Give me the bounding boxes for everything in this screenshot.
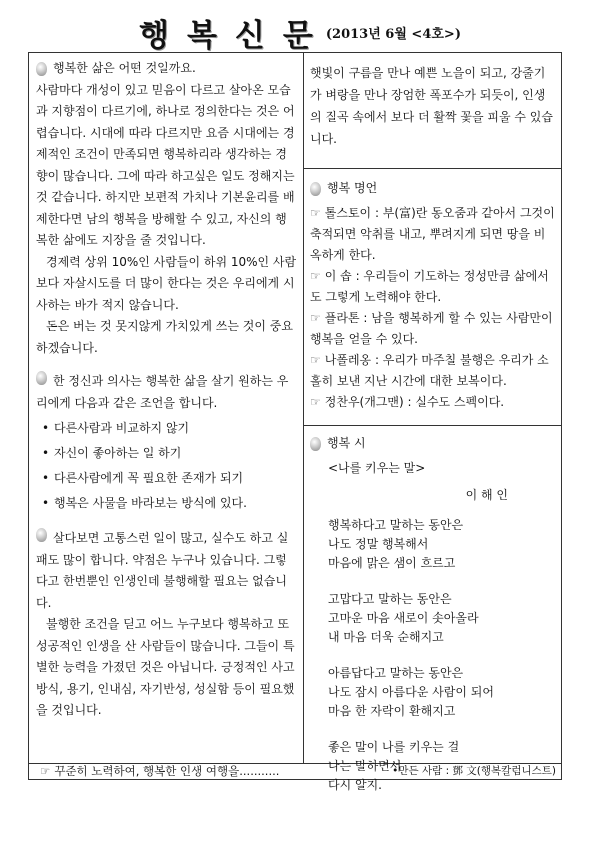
poem-line: 다시 알지. bbox=[328, 778, 382, 792]
section-heading-text: 행복한 삶은 어떤 것일까요. bbox=[53, 61, 196, 75]
paragraph: 돈은 버는 것 못지않게 가치있게 쓰는 것이 중요하겠습니다. bbox=[36, 319, 293, 355]
section-what-is-happiness-heading bbox=[36, 58, 298, 80]
hand-pointer-icon: ☞ bbox=[40, 764, 51, 778]
water-drop-icon bbox=[36, 528, 47, 542]
poem-line: 좋은 말이 나를 키우는 걸 bbox=[328, 740, 460, 754]
poem-stanza bbox=[310, 590, 556, 647]
right-divider-2 bbox=[303, 425, 562, 426]
poem-line: 마음에 맑은 샘이 흐르고 bbox=[328, 556, 456, 570]
poem-line: 행복하다고 말하는 동안은 bbox=[328, 518, 464, 532]
footer-slogan: ☞ 꾸준히 노력하여, 행복한 인생 여행을........... bbox=[40, 764, 280, 778]
poem-line: 마음 한 자락이 환해지고 bbox=[328, 704, 456, 718]
section-heading-text: 한 정신과 의사는 행복한 삶을 살기 원하는 우리에게 다음과 같은 조언을 합니다. bbox=[36, 374, 289, 410]
footer bbox=[28, 763, 562, 780]
paragraph: 불행한 조건을 딛고 어느 누구보다 행복하고 또 성공적인 인생을 산 사람들이 많습니다. 그들이 특별한 능력을 가졌던 것은 아닙니다. 긍정적인 사고방식, 용기, 인내심, 자기반성, 성실함 등이 필요했을 것입니다. bbox=[36, 617, 295, 717]
newsletter-header bbox=[0, 10, 600, 52]
section-heading-text: 행복 시 bbox=[327, 436, 366, 450]
quote-item: ☞ 이 솝 : 우리들이 기도하는 정성만큼 삶에서도 그렇게 노력해야 한다. bbox=[310, 269, 549, 304]
poem-stanza bbox=[310, 516, 556, 573]
quotes-heading bbox=[310, 178, 556, 199]
quote-item: ☞ 플라톤 : 남을 행복하게 할 수 있는 사람만이 행복을 얻을 수 있다. bbox=[310, 311, 553, 346]
paragraph: 경제력 상위 10%인 사람들이 하위 10%인 사람보다 자살시도를 더 많이 한다는 것은 우리에게 시사하는 바가 적지 않습니다. bbox=[36, 254, 297, 312]
quotes-section bbox=[310, 178, 556, 413]
intro-paragraph: 햇빛이 구름을 만나 예쁜 노을이 되고, 강줄기가 벼랑을 만나 장엄한 폭포수가 되듯이, 인생의 질곡 속에서 보다 더 활짝 꽃을 피울 수 있습니다. bbox=[310, 66, 553, 146]
poem-line: 나도 정말 행복해서 bbox=[328, 537, 429, 551]
hand-pointer-icon: ☞ bbox=[310, 311, 321, 325]
poem-title: <나를 키우는 말> bbox=[328, 461, 426, 475]
advice-list bbox=[36, 416, 298, 516]
right-divider-1 bbox=[303, 168, 562, 169]
hand-pointer-icon: ☞ bbox=[310, 269, 321, 283]
quote-item: ☞ 정찬우(개그맨) : 실수도 스펙이다. bbox=[310, 395, 505, 409]
quote-item: ☞ 나폴레옹 : 우리가 마주칠 불행은 우리가 소홀히 보낸 지난 시간에 대한 보복이다. bbox=[310, 353, 549, 388]
poem-line: 고맙다고 말하는 동안은 bbox=[328, 592, 452, 606]
right-intro bbox=[310, 62, 556, 150]
hand-pointer-icon: ☞ bbox=[310, 353, 321, 367]
list-item: • 다른사람과 비교하지 않기 bbox=[54, 416, 298, 441]
section-heading-text: 살다보면 고통스런 일이 많고, 실수도 하고 실패도 많이 합니다. 약점은 누구나 있습니다. 그렇다고 한번뿐인 인생인데 불행해할 필요는 없습니다. bbox=[36, 531, 289, 610]
poem-section bbox=[310, 433, 556, 795]
poem-heading bbox=[310, 433, 556, 454]
poem-line: 내 마음 더욱 순해지고 bbox=[328, 630, 444, 644]
footer-credit: •만든 사람 : 鄧 文(행복칼럼니스트) bbox=[392, 765, 556, 777]
left-column bbox=[36, 58, 298, 722]
newsletter-issue-date: (2013년 6월 <4호>) bbox=[325, 27, 461, 42]
water-drop-icon bbox=[310, 437, 321, 451]
water-drop-icon bbox=[36, 371, 47, 385]
list-item: • 다른사람에게 꼭 필요한 존재가 되기 bbox=[54, 466, 298, 491]
poem-line: 나도 잠시 아름다운 사람이 되어 bbox=[328, 685, 494, 699]
quote-item: ☞ 톨스토이 : 부(富)란 동오줌과 같아서 그것이 축적되면 악취를 내고, 뿌려지게 되면 땅을 비옥하게 한다. bbox=[310, 206, 555, 262]
water-drop-icon bbox=[310, 182, 321, 196]
water-drop-icon bbox=[36, 62, 47, 76]
poem-stanza bbox=[310, 664, 556, 721]
newsletter-title: 행복신문 bbox=[139, 18, 331, 54]
column-divider bbox=[303, 52, 304, 763]
list-item: • 행복은 사물을 바라보는 방식에 있다. bbox=[54, 491, 298, 516]
poem-line: 아름답다고 말하는 동안은 bbox=[328, 666, 464, 680]
poem-line: 고마운 마음 새로이 솟아올라 bbox=[328, 611, 479, 625]
poem-author: 이 해 인 bbox=[465, 488, 508, 502]
list-item: • 자신이 좋아하는 일 하기 bbox=[54, 441, 298, 466]
hand-pointer-icon: ☞ bbox=[310, 395, 321, 409]
section-advice-heading bbox=[36, 371, 298, 414]
section-heading-text: 행복 명언 bbox=[327, 181, 378, 195]
poem-line: 나는 말하면서 bbox=[328, 759, 402, 773]
hand-pointer-icon: ☞ bbox=[310, 206, 321, 220]
paragraph: 사람마다 개성이 있고 믿음이 다르고 살아온 모습과 지향점이 다르기에, 하나로 정의한다는 것은 어렵습니다. 시대에 따라 다르지만 요즘 시대에는 경제적인 조건이 만족되면 행복하리라 생각하는 경향이 많습니다. 그에 따라 하고싶은 일도 정해지는 것 같습니다. 하지만 보편적 가치나 기본윤리를 배제한다면 남의 행복을 방해할 수 있고, 자신의 행복한 삶에도 지장을 줄 것입니다. bbox=[36, 82, 295, 247]
section-hardship-heading bbox=[36, 528, 298, 614]
